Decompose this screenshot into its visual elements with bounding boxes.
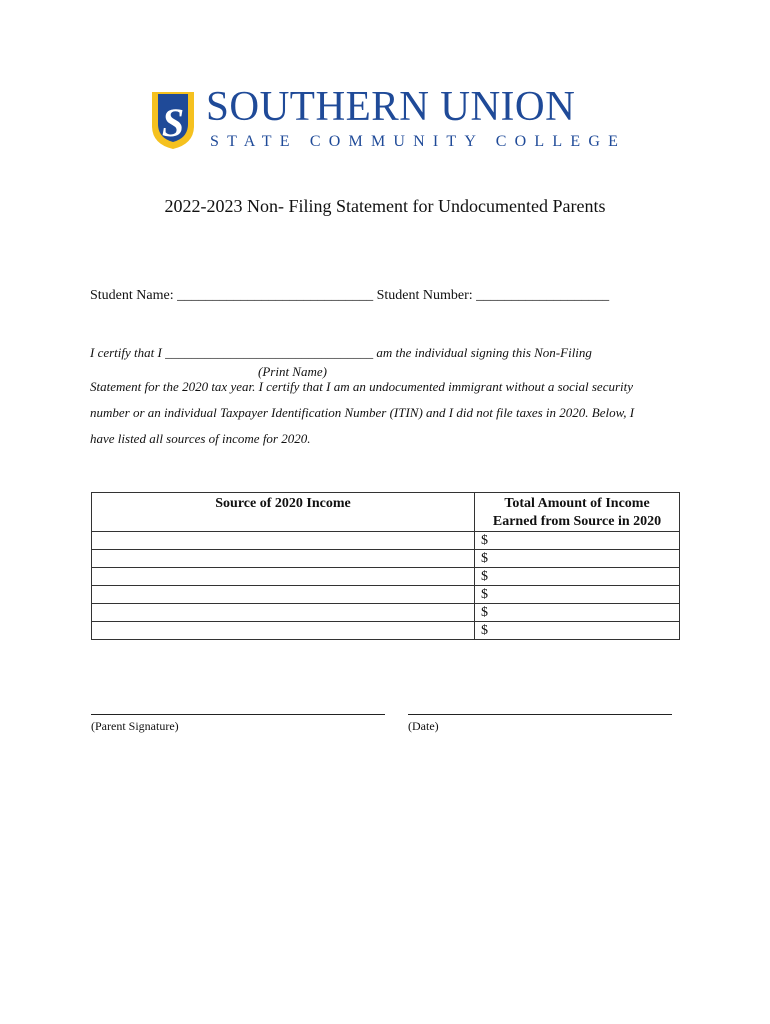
header-source: Source of 2020 Income: [92, 493, 475, 532]
source-cell[interactable]: [92, 550, 475, 568]
logo-tagline: STATE COMMUNITY COLLEGE: [210, 133, 627, 150]
source-cell[interactable]: [92, 586, 475, 604]
amount-cell[interactable]: $: [475, 622, 680, 640]
shield-s-icon: [150, 92, 196, 150]
source-cell[interactable]: [92, 532, 475, 550]
table-row: [92, 550, 680, 568]
logo-letter: S: [161, 100, 185, 145]
amount-cell[interactable]: $: [475, 568, 680, 586]
date-line[interactable]: [408, 714, 672, 715]
certification-line-4: have listed all sources of income for 2020.: [90, 431, 311, 446]
certification-line-1[interactable]: I certify that I ________________________________ am the individual signing this Non-Filing: [90, 345, 592, 360]
page-title: 2022-2023 Non- Filing Statement for Undocumented Parents: [164, 196, 606, 216]
table-header-row: [92, 493, 680, 532]
parent-signature-line[interactable]: [91, 714, 385, 715]
header-amount-line-1: Total Amount of Income: [504, 496, 650, 511]
table-row: [92, 532, 680, 550]
amount-cell[interactable]: $: [475, 604, 680, 622]
table-row: [92, 568, 680, 586]
income-table: [91, 492, 680, 640]
table-row: [92, 604, 680, 622]
college-logo: [150, 84, 630, 155]
print-name-label: (Print Name): [258, 364, 327, 379]
logo-name: SOUTHERN UNION: [206, 84, 576, 130]
source-cell[interactable]: [92, 604, 475, 622]
header-amount: [475, 493, 680, 532]
table-row: [92, 586, 680, 604]
date-label: (Date): [408, 719, 439, 733]
amount-cell[interactable]: $: [475, 550, 680, 568]
amount-cell[interactable]: $: [475, 532, 680, 550]
source-cell[interactable]: [92, 622, 475, 640]
table-row: [92, 622, 680, 640]
header-amount-line-2: Earned from Source in 2020: [492, 514, 662, 529]
student-info-line[interactable]: Student Name: ____________________________ Student Number: ___________________: [90, 288, 610, 303]
certification-line-3: number or an individual Taxpayer Identification Number (ITIN) and I did not file taxes in 2020. Below, I: [90, 405, 635, 420]
certification-line-2: Statement for the 2020 tax year. I certify that I am an undocumented immigrant without a social security: [90, 379, 634, 394]
parent-signature-label: (Parent Signature): [91, 719, 179, 733]
amount-cell[interactable]: $: [475, 586, 680, 604]
source-cell[interactable]: [92, 568, 475, 586]
